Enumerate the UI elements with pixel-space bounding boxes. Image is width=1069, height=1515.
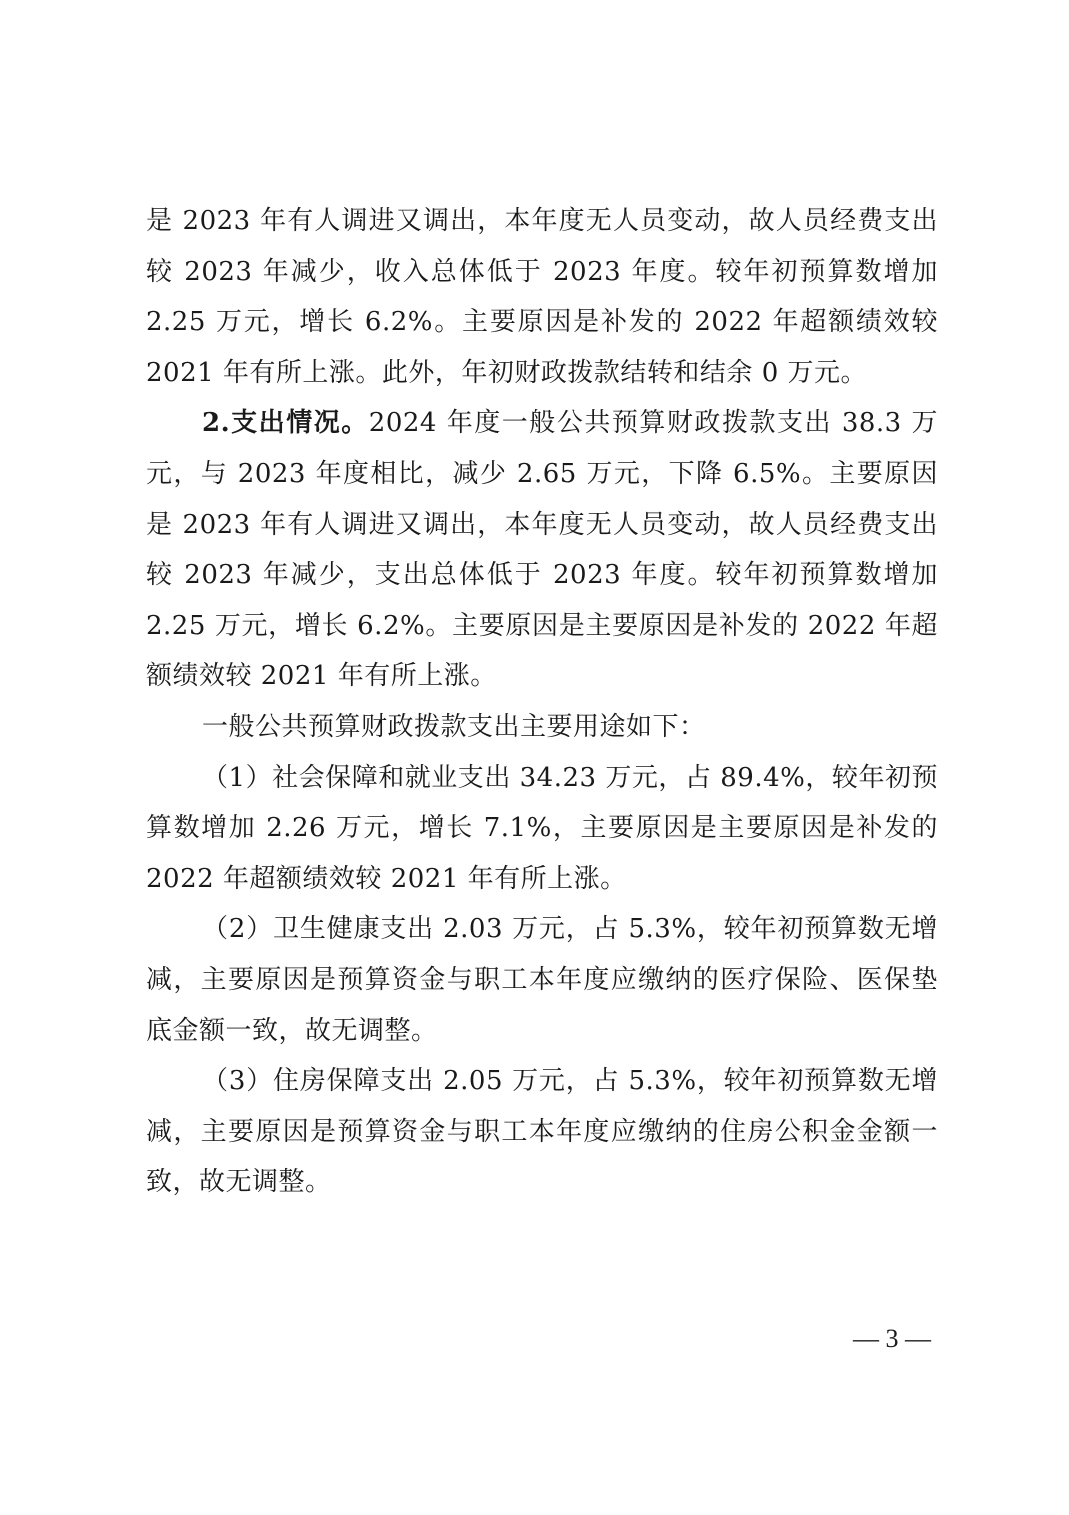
section-heading-expenditure: 2.支出情况。: [202, 408, 369, 439]
paragraph-expenditure-text: 2024 年度一般公共预算财政拨款支出 38.3 万元，与 2023 年度相比，减少 2.65 万元，下降 6.5%。主要原因是 2023 年有人调进又调出，本年度无人员变动，故人员经费支出较 2023 年减少，支出总体低于 2023 年度。较年初预算数增加 2.25 万元，增长 6.2%。主要原因是主要原因是补发的 2022 年超额绩效较 2021 年有所上涨。: [146, 408, 938, 692]
paragraph-health: （2）卫生健康支出 2.03 万元，占 5.3%，较年初预算数无增减，主要原因是预算资金与职工本年度应缴纳的医疗保险、医保垫底金额一致，故无调整。: [146, 914, 938, 1046]
document-body: [146, 196, 938, 1208]
paragraph-income-continuation: 是 2023 年有人调进又调出，本年度无人员变动，故人员经费支出较 2023 年减少，收入总体低于 2023 年度。较年初预算数增加 2.25 万元，增长 6.2%。主要原因是补发的 2022 年超额绩效较 2021 年有所上涨。此外，年初财政拨款结转和结余 0 万元。: [146, 206, 938, 388]
paragraph-social-security: （1）社会保障和就业支出 34.23 万元，占 89.4%，较年初预算数增加 2.26 万元，增长 7.1%，主要原因是主要原因是补发的 2022 年超额绩效较 2021 年有所上涨。: [146, 762, 938, 894]
paragraph-housing: （3）住房保障支出 2.05 万元，占 5.3%，较年初预算数无增减，主要原因是预算资金与职工本年度应缴纳的住房公积金金额一致，故无调整。: [146, 1066, 938, 1198]
page-number: — 3 —: [853, 1324, 931, 1353]
paragraph-expenditure-overview: [146, 398, 938, 702]
paragraph-main-uses-intro: 一般公共预算财政拨款支出主要用途如下：: [202, 711, 706, 742]
